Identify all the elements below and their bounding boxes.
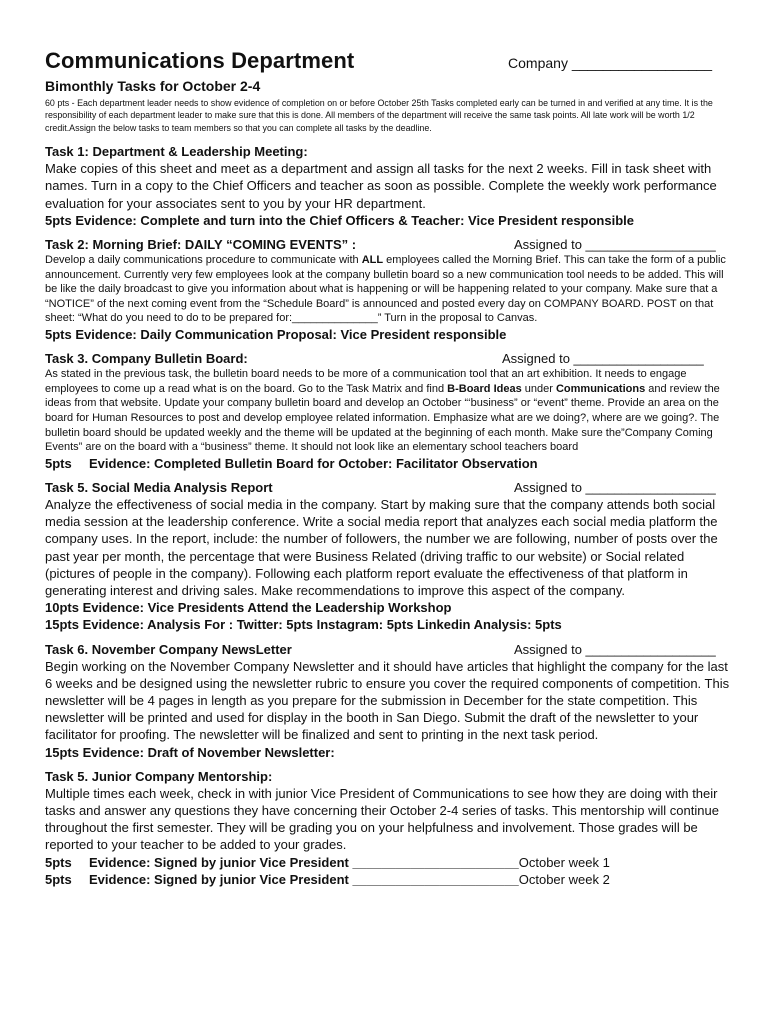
task-3-body-bold-2: Communications [555, 382, 646, 395]
task-mentorship-title: Task 5. Junior Company Mentorship: [45, 768, 273, 784]
task-3 [45, 350, 730, 472]
task-5-evidence-2: 15pts Evidence: Analysis For : Twitter: 5pts Instagram: 5pts Linkedin Analysis: 5pts [45, 617, 562, 633]
task-3-evidence [45, 455, 730, 472]
task-5-social [45, 479, 730, 634]
task-3-title: Task 3. Company Bulletin Board: [45, 351, 248, 367]
task-1-body: Make copies of this sheet and meet as a department and assign all tasks for the next 2 weeks. Fill in task sheet with names. Turn in a copy to the Chief Officers and teacher as soon as possible. Complete the weekly work performance evaluation for your associates sent to you by your HR department. [45, 161, 717, 211]
task-5-evidence-1: 10pts Evidence: Vice Presidents Attend the Leadership Workshop [45, 600, 452, 616]
task-3-body-bold-1: B-Board Ideas [447, 382, 522, 395]
task-3-body-c: and review the ideas from that website. Update your company bulletin board and develop an October “‘business” or “event” theme. Provide an area on the board for Human Resources to post and develop employee related information. Emphasize what are we doing?, where are we going?. The bulletin board should be updated weekly and the theme will be updated at the beginning of each month. Make sure the”Company Coming Events” are on the board with a “business” theme. It should not look like an elementary school teachers board [45, 382, 720, 454]
intro-text: 60 pts - Each department leader needs to show evidence of completion on or before October 25th Tasks completed early can be turned in and verified at any time. It is the responsibility of each department leader to make sure that this is done. All members of the department will receive the same task points. All late work will be worth 1/2 credit.Assign the below tasks to team members so that you can complete all tasks by the deadline. [45, 98, 713, 133]
task-2-body-a: Develop a daily communications procedure to communicate with [45, 254, 362, 267]
task-6 [45, 641, 730, 761]
task-6-body: Begin working on the November Company Newsletter and it should have articles that highlight the company for the last 6 weeks and be designed using the newsletter rubric to ensure you cover the required components of competition. This newsletter will be 4 pages in length as you prepare for the submission in December for the state competition. This newsletter will be printed and used for display in the booth in San Diego. Submit the draft of the newsletter to your facilitator for proofing. The newsletter will be finalized and sent to printing in the next task period. [45, 658, 730, 743]
task-6-evidence: 15pts Evidence: Draft of November Newsletter: [45, 744, 335, 760]
task-5-body: Analyze the effectiveness of social media in the company. Start by making sure that the company attends both social media session at the leadership conference. Write a social media report that analyzes each social media platform the company uses. In the report, include: the number of followers, the number we are following, number of posts over the past year per month, the percentage that were Business Related (driving traffic to our website) or Social related (pictures of people in the company). Following each platform report evaluate the effectiveness of that platform in generating interest and driving sales. Make recommendations to improve this aspect of the company. [45, 496, 718, 598]
task-mentorship-evidence-1 [45, 854, 730, 871]
mentorship-ev1-week: October week 1 [518, 854, 610, 870]
task-1-header [45, 143, 730, 160]
task-sheet [45, 48, 730, 888]
page-title: Communications Department [45, 48, 355, 73]
mentorship-ev2-label: Evidence: Signed by junior Vice President _______________________ [89, 871, 519, 887]
task-3-evidence-text: Evidence: Completed Bulletin Board for October: Facilitator Observation [89, 455, 538, 471]
task-2-body-b: employees called the Morning Brief. This can take the form of a public announcement. Currently very few employees look at the company bulletin board so a new communication tool needs to be added. This will be like the daily broadcast to give you information about what is happening or will be happening related to your company. Make sure that a “NOTICE” of the next coming event from the “Schedule Board” is announced and posted every day on COMPANY BOARD. POST on that sheet: “What do you need to do to be prepared for:______________” Turn in the proposal to Canvas. [45, 254, 726, 325]
task-mentorship-body: Multiple times each week, check in with junior Vice President of Communications to see how they are doing with their tasks and answer any questions they have concerning their October 2-4 series of tasks. This mentorship will continue throughout the first semester. They will be grading you on your helpfulness and involvement. Those grades will be reported to your teacher to be added to your grades. [45, 785, 719, 853]
task-6-header [45, 641, 730, 658]
task-6-assigned: Assigned to __________________ [514, 641, 716, 657]
mentorship-ev2-pts: 5pts [45, 871, 72, 887]
task-5-assigned: Assigned to __________________ [514, 479, 716, 495]
task-5-header [45, 479, 730, 496]
task-2-assigned: Assigned to __________________ [514, 237, 716, 253]
task-5-title: Task 5. Social Media Analysis Report [45, 479, 273, 495]
task-6-title: Task 6. November Company NewsLetter [45, 641, 292, 657]
task-3-assigned: Assigned to __________________ [502, 351, 704, 367]
task-1 [45, 143, 730, 229]
task-3-body-a: As stated in the previous task, the bulletin board needs to be more of a communication tool that an art exhibition. It needs to engage employees to come up a read what is on the board. Go to the Task Matrix and find [45, 368, 687, 395]
task-1-evidence: 5pts Evidence: Complete and turn into the Chief Officers & Teacher: Vice President responsible [45, 212, 634, 228]
task-2-evidence: 5pts Evidence: Daily Communication Proposal: Vice President responsible [45, 327, 507, 342]
task-mentorship-header [45, 768, 730, 785]
task-3-body-b: under [521, 382, 556, 395]
task-2-title: Task 2: Morning Brief: DAILY “COMING EVENTS” : [45, 237, 357, 253]
task-2-header [45, 236, 730, 253]
task-mentorship [45, 768, 730, 888]
task-2-body [45, 253, 730, 326]
company-field: Company __________________ [508, 55, 712, 71]
task-3-evidence-pts: 5pts [45, 455, 72, 471]
task-3-header [45, 350, 730, 367]
task-3-body [45, 367, 730, 455]
header [45, 48, 730, 74]
page-subtitle: Bimonthly Tasks for October 2-4 [45, 78, 261, 94]
task-2-body-bold: ALL [361, 254, 384, 267]
mentorship-ev1-pts: 5pts [45, 854, 72, 870]
mentorship-ev2-week: October week 2 [518, 871, 610, 887]
task-1-title: Task 1: Department & Leadership Meeting: [45, 144, 308, 160]
task-mentorship-evidence-2 [45, 871, 730, 888]
mentorship-ev1-label: Evidence: Signed by junior Vice President _______________________ [89, 854, 519, 870]
task-2 [45, 236, 730, 343]
